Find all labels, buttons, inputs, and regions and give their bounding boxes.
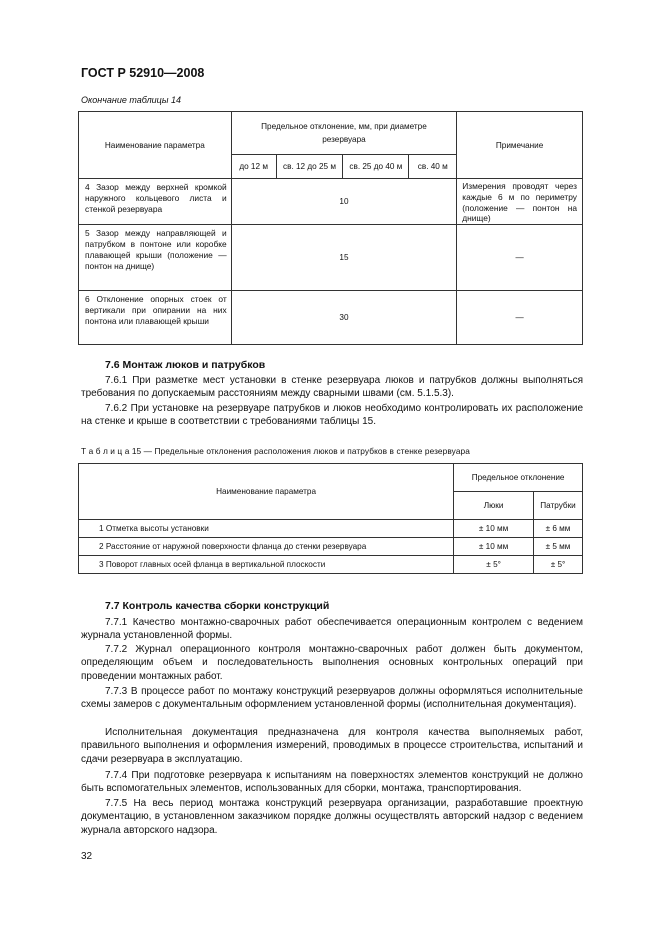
table-row [79, 225, 583, 291]
table-row [79, 291, 583, 345]
table-15 [78, 463, 583, 574]
table15-hatch-cell: ± 5° [454, 556, 534, 574]
table15-param-cell: 1 Отметка высоты установки [79, 520, 454, 538]
paragraph-7-7-5: 7.7.5 На весь период монтажа конструкций резервуара организации, разработавшие проектную документацию, в установленном заказчиком порядке должны осуществлять авторский надзор с ведением журнала авторского надзора. [81, 798, 583, 836]
table14-value-cell: 10 [231, 179, 457, 225]
table-14 [78, 111, 583, 345]
section-7-7-title: 7.7 Контроль качества сборки конструкций [105, 600, 330, 612]
table14-value-cell: 15 [231, 225, 457, 291]
table-row [79, 538, 583, 556]
table14-param-cell: 4 Зазор между верхней кромкой наружного кольцевого листа и стенкой резервуара [79, 179, 232, 225]
table15-hatch-cell: ± 10 мм [454, 538, 534, 556]
table15-hatch-cell: ± 10 мм [454, 520, 534, 538]
paragraph-7-7-1: 7.7.1 Качество монтажно-сварочных работ обеспечивается операционным контролем с ведением журнала установленной формы. [81, 617, 583, 642]
table14-caption: Окончание таблицы 14 [81, 95, 181, 105]
table15-header-param: Наименование параметра [79, 464, 454, 520]
table14-param-cell: 6 Отклонение опорных стоек от вертикали при опирании на них понтона или плавающей крыши [79, 291, 232, 345]
table15-nozzle-cell: ± 6 мм [534, 520, 583, 538]
table14-header-note: Примечание [457, 112, 583, 179]
page-number: 32 [81, 851, 93, 862]
table15-nozzle-cell: ± 5° [534, 556, 583, 574]
paragraph-7-7-2: 7.7.2 Журнал операционного контроля монтажно-сварочных работ должен быть документом, определяющим объем и последовательность выполнения основных контрольных операций при проведении монтажных работ. [81, 644, 583, 682]
table-row [79, 179, 583, 225]
table14-header-param: Наименование параметра [79, 112, 232, 179]
paragraph-7-6-1: 7.6.1 При разметке мест установки в стенке резервуара люков и патрубков должны выполняться требования по допускаемым расстояниям между сварными швами (см. 5.1.5.3). [81, 375, 583, 400]
table14-subheader: св. 12 до 25 м [276, 155, 343, 179]
table14-subheader: св. 25 до 40 м [343, 155, 409, 179]
table14-note-cell: — [457, 225, 583, 291]
table14-note-cell: Измерения проводят через каждые 6 м по периметру (положение — понтон на днище) [457, 179, 583, 225]
table15-header-deviation: Предельное отклонение [454, 464, 583, 492]
section-7-6-title: 7.6 Монтаж люков и патрубков [105, 359, 266, 371]
table14-value-cell: 30 [231, 291, 457, 345]
table15-subheader-nozzles: Патрубки [534, 492, 583, 520]
table14-header-deviation: Предельное отклонение, мм, при диаметре резервуара [231, 112, 457, 155]
table15-subheader-hatches: Люки [454, 492, 534, 520]
table14-subheader: до 12 м [231, 155, 276, 179]
document-header: ГОСТ Р 52910—2008 [81, 66, 205, 80]
table14-param-cell: 5 Зазор между направляющей и патрубком в понтоне или коробке плавающей крыши (положение — понтон на днище) [79, 225, 232, 291]
table-row [79, 556, 583, 574]
table15-nozzle-cell: ± 5 мм [534, 538, 583, 556]
paragraph-executive-docs: Исполнительная документация предназначена для контроля качества выполняемых работ, правильного выполнения и оформления измерений, проводимых в процессе строительства, испытаний и сдачи резервуара в эксплуатацию. [81, 727, 583, 765]
table15-caption: Т а б л и ц а 15 — Предельные отклонения расположения люков и патрубков в стенке резервуара [81, 446, 470, 456]
table15-param-cell: 2 Расстояние от наружной поверхности фланца до стенки резервуара [79, 538, 454, 556]
table14-subheader: св. 40 м [409, 155, 457, 179]
paragraph-7-7-4: 7.7.4 При подготовке резервуара к испытаниям на поверхностях элементов конструкций не должно быть вспомогательных элементов, использованных для сборки, монтажа, транспортирования. [81, 770, 583, 795]
table-row [79, 520, 583, 538]
paragraph-7-6-2: 7.6.2 При установке на резервуаре патрубков и люков необходимо контролировать их расположение на стенке и крыше в соответствии с требованиями таблицы 15. [81, 403, 583, 428]
table14-note-cell: — [457, 291, 583, 345]
table15-param-cell: 3 Поворот главных осей фланца в вертикальной плоскости [79, 556, 454, 574]
paragraph-7-7-3: 7.7.3 В процессе работ по монтажу конструкций резервуаров должны оформляться исполнительные схемы замеров с документальным оформлением установленной формы (исполнительная документация). [81, 686, 583, 711]
